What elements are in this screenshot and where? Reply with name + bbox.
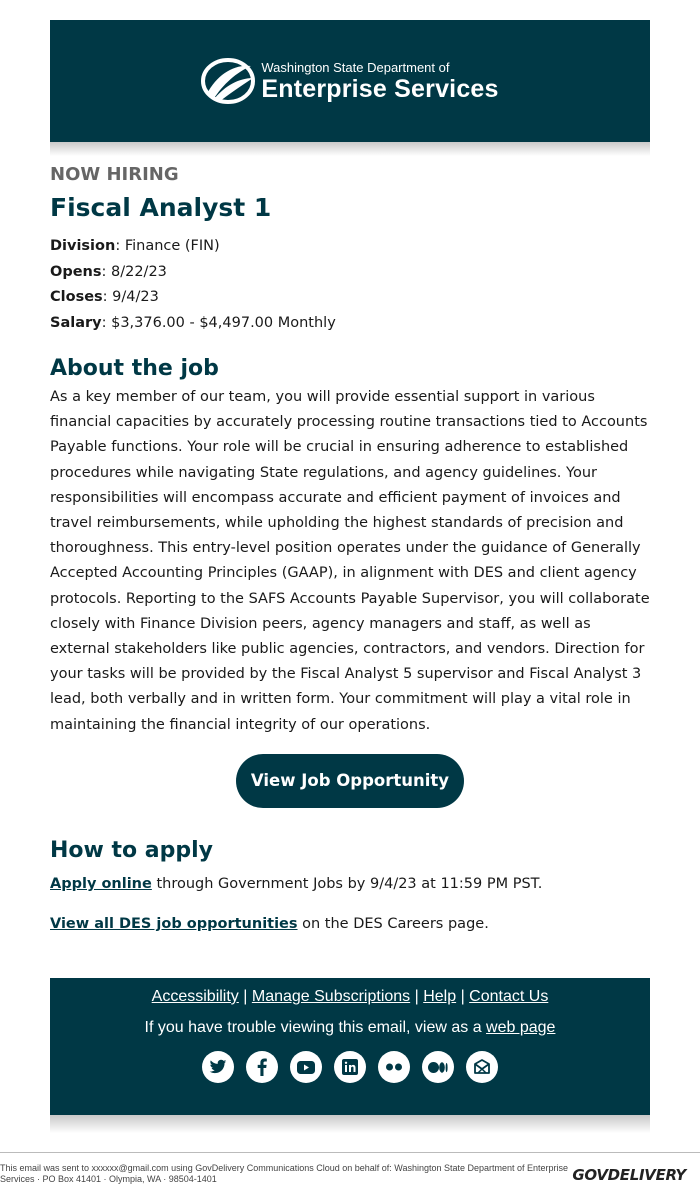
about-body: As a key member of our team, you will provide essential support in various financial capacities by accurately processing routine transactions tied to Accounts Payable functions. Your role will be crucial in ensuring adherence to established procedures while navigating State regulations, and agency guidelines. Your responsibilities will encompass accurate and efficient payment of invoices and travel reimbursements, while upholding the highest standards of precision and thoroughness. This entry-level position operates under the guidance of Generally Accepted Accounting Principles (GAAP), in alignment with DES and client agency protocols. Reporting to the SAFS Accounts Payable Supervisor, you will collaborate closely with Finance Division peers, agency managers and staff, as well as external stakeholders like public agencies, contractors, and vendors. Direction for your tasks will be provided by the Fiscal Analyst 5 supervisor and Fiscal Analyst 3 lead, both verbally and in written form. Your commitment will play a vital role in maintaining the financial integrity of our operations. — [50, 389, 650, 733]
footer-links — [50, 988, 650, 1006]
job-meta — [50, 234, 650, 336]
salary-row — [50, 311, 650, 337]
legal-divider — [0, 1152, 700, 1153]
swoosh-logo-icon — [201, 56, 255, 106]
closes-value: : 9/4/23 — [102, 289, 159, 305]
logo-org-name: Enterprise Services — [261, 74, 499, 103]
web-page-link[interactable]: web page — [486, 1019, 556, 1036]
division-value: : Finance (FIN) — [115, 238, 220, 254]
header-shadow — [50, 142, 650, 156]
view-all-line — [50, 913, 650, 935]
now-hiring-label: NOW HIRING — [50, 164, 179, 185]
footer-sep: | — [410, 988, 424, 1005]
opens-row — [50, 260, 650, 286]
apply-online-link[interactable]: Apply online — [50, 875, 152, 892]
footer-sep: | — [456, 988, 470, 1005]
view-as-text: If you have trouble viewing this email, view as a — [144, 1019, 487, 1036]
youtube-icon[interactable] — [290, 1051, 322, 1083]
twitter-icon[interactable] — [202, 1051, 234, 1083]
view-all-text: on the DES Careers page. — [297, 915, 489, 932]
apply-online-line — [50, 873, 650, 895]
footer-sep: | — [238, 988, 252, 1005]
legal-text: This email was sent to xxxxxx@gmail.com using GovDelivery Communications Cloud on behalf of: Washington State Department of Enterprise Services · PO Box 41401 · Olympia, WA · 98504-1401 — [0, 1163, 569, 1184]
manage-subscriptions-link[interactable]: Manage Subscriptions — [251, 988, 411, 1005]
footer-shadow — [50, 1115, 650, 1133]
how-to-apply-heading: How to apply — [50, 837, 214, 863]
linkedin-icon[interactable] — [334, 1051, 366, 1083]
medium-icon[interactable] — [422, 1051, 454, 1083]
flickr-icon[interactable] — [378, 1051, 410, 1083]
closes-label: Closes — [50, 289, 103, 305]
opens-value: : 8/22/23 — [101, 263, 167, 280]
cta-wrap — [50, 754, 650, 808]
header-banner — [50, 20, 650, 142]
view-as-webpage — [50, 1019, 650, 1037]
footer — [50, 978, 650, 1115]
closes-row — [50, 285, 650, 311]
help-link[interactable]: Help — [423, 988, 457, 1005]
division-label: Division — [50, 238, 116, 254]
opens-label: Opens — [50, 263, 102, 280]
contact-us-link[interactable]: Contact Us — [469, 988, 549, 1005]
salary-label: Salary — [50, 314, 102, 331]
about-heading: About the job — [50, 356, 219, 381]
des-logo[interactable] — [201, 56, 498, 106]
view-all-jobs-link[interactable]: View all DES job opportunities — [50, 915, 298, 932]
accessibility-link[interactable]: Accessibility — [151, 988, 239, 1005]
job-title: Fiscal Analyst 1 — [50, 193, 272, 222]
apply-online-text: through Government Jobs by 9/4/23 at 11:59 PM PST. — [151, 875, 543, 892]
main-content — [50, 160, 650, 935]
social-icons — [50, 1051, 650, 1083]
view-job-opportunity-button[interactable]: View Job Opportunity — [236, 754, 464, 808]
logo-dept-line: Washington State Department of — [261, 59, 450, 75]
division-row — [50, 234, 650, 260]
email-icon[interactable] — [466, 1051, 498, 1083]
salary-value: : $3,376.00 - $4,497.00 Monthly — [101, 314, 336, 331]
govdelivery-logo[interactable]: GOVDELIVERY — [572, 1166, 686, 1184]
facebook-icon[interactable] — [246, 1051, 278, 1083]
